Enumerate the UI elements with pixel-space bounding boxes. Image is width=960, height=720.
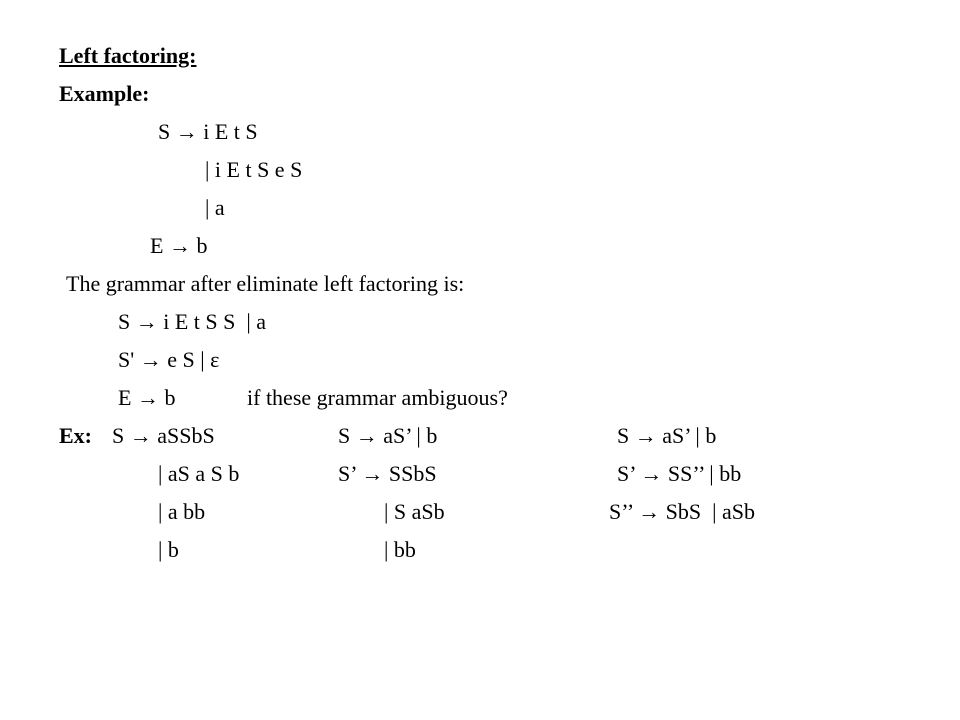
- grammar-line-2: | i E t S e S: [205, 157, 303, 182]
- factored-line-1: S → i E t S S | a: [118, 309, 267, 334]
- example-label: Example:: [59, 81, 150, 106]
- col2-line-1: S → aS’ | b: [338, 423, 438, 448]
- grammar-line-4: E → b: [150, 233, 208, 258]
- col2-line-2: S’ → SSbS: [338, 461, 437, 486]
- col1-line-1: S → aSSbS: [112, 423, 215, 448]
- grammar-line-3: | a: [205, 195, 225, 220]
- heading: Left factoring:: [59, 43, 197, 68]
- col3-line-3: S’’ → SbS | aSb: [609, 499, 755, 524]
- col1-line-3: | a bb: [158, 499, 206, 524]
- grammar-line-1: S → i E t S: [158, 119, 258, 144]
- col1-line-2: | aS a S b: [158, 461, 240, 486]
- factored-line-3: E → b: [118, 385, 176, 410]
- col3-line-2: S’ → SS’’ | bb: [617, 461, 742, 486]
- col3-line-1: S → aS’ | b: [617, 423, 717, 448]
- transform-intro: The grammar after eliminate left factoring is:: [66, 271, 465, 296]
- factored-line-2: S' → e S | ε: [118, 347, 220, 372]
- ambiguity-question: if these grammar ambiguous?: [247, 385, 508, 410]
- col2-line-4: | bb: [384, 537, 416, 562]
- col1-line-4: | b: [158, 537, 179, 562]
- col2-line-3: | S aSb: [384, 499, 445, 524]
- ex-label: Ex:: [59, 423, 92, 448]
